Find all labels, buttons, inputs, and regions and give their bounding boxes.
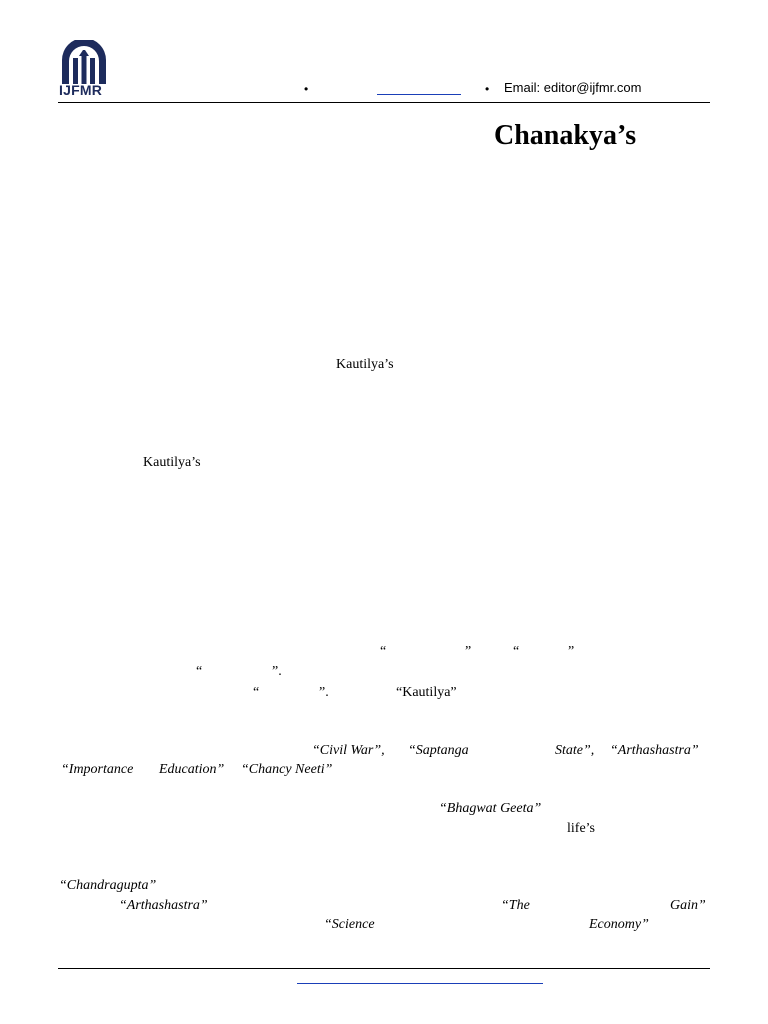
website-link[interactable] bbox=[377, 94, 461, 95]
italic-text: “Bhagwat Geeta” bbox=[439, 801, 542, 816]
quote-mark: ”. bbox=[319, 685, 329, 700]
body-text: Kautilya’s bbox=[336, 357, 394, 372]
logo-text: IJFMR bbox=[59, 82, 102, 98]
email-label: Email: editor@ijfmr.com bbox=[504, 80, 642, 95]
italic-text: Economy” bbox=[589, 917, 649, 932]
italic-text: Gain” bbox=[670, 898, 706, 913]
body-text: “Kautilya” bbox=[396, 685, 457, 700]
italic-text: “The bbox=[501, 898, 530, 913]
italic-text: “Chancy Neeti” bbox=[241, 762, 333, 777]
quote-mark: ” bbox=[465, 644, 472, 659]
italic-text: “Importance bbox=[61, 762, 134, 777]
paper-title: Chanakya’s bbox=[494, 120, 637, 151]
italic-text: “Chandragupta” bbox=[59, 878, 157, 893]
footer-link[interactable] bbox=[297, 983, 543, 984]
italic-text: “Science bbox=[324, 917, 375, 932]
body-text: life’s bbox=[567, 821, 595, 836]
quote-mark: “ bbox=[253, 685, 260, 700]
italic-text: “Saptanga bbox=[408, 743, 469, 758]
header-bullet: • bbox=[304, 82, 309, 96]
body-text: Kautilya’s bbox=[143, 455, 201, 470]
italic-text: “Arthashastra” bbox=[119, 898, 208, 913]
italic-text: Education” bbox=[159, 762, 225, 777]
italic-text: “Civil War”, bbox=[312, 743, 385, 758]
quote-mark: ”. bbox=[272, 664, 282, 679]
italic-text: State”, bbox=[555, 743, 595, 758]
quote-mark: “ bbox=[513, 644, 520, 659]
building-arch-icon bbox=[59, 40, 109, 84]
quote-mark: “ bbox=[380, 644, 387, 659]
header-bullet: • bbox=[485, 82, 490, 96]
quote-mark: “ bbox=[196, 664, 203, 679]
quote-mark: ” bbox=[568, 644, 575, 659]
header-rule bbox=[58, 102, 710, 103]
italic-text: “Arthashastra” bbox=[610, 743, 699, 758]
footer-rule bbox=[58, 968, 710, 969]
